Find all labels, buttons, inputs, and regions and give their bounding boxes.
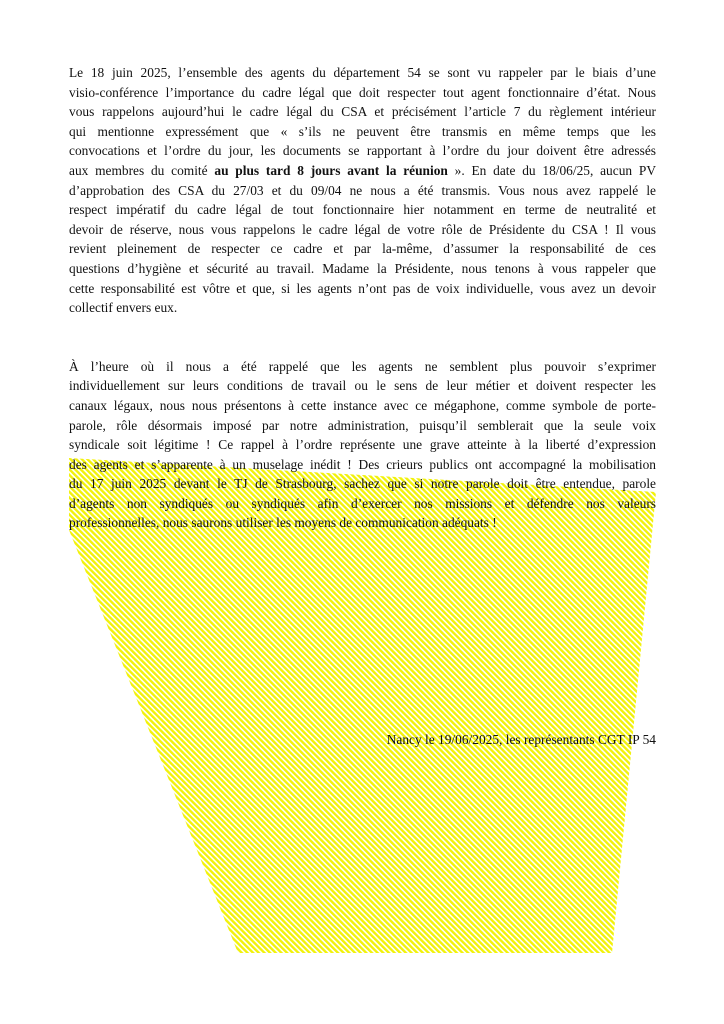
paragraph-1-line: qui mentionne expressément que « s’ils ne peuvent être transmis en même temps que les xyxy=(69,123,656,139)
paragraph-1-line-with-emphasis xyxy=(69,161,656,181)
paragraph-1-line: d’approbation des CSA du 27/03 et du 09/04 ne nous a été transmis. Vous nous avez rappelé le xyxy=(69,182,656,198)
paragraph-1-line: cette responsabilité est vôtre et que, si les agents n’ont pas de voix individuelle, vous avez un devoir xyxy=(69,280,656,296)
paragraph-2-line: d’agents non syndiqués ou syndiqués afin d’exercer nos missions et défendre nos valeurs xyxy=(69,495,656,511)
paragraph-2-line: À l’heure où il nous a été rappelé que les agents ne semblent plus pouvoir s’exprimer xyxy=(69,358,656,374)
paragraph-2-line: du 17 juin 2025 devant le TJ de Strasbourg, sachez que si notre parole doit être entendue, parole xyxy=(69,476,656,492)
paragraph-1-line: questions d’hygiène et sécurité au travail. Madame la Présidente, nous tenons à vous rappeler que xyxy=(69,260,656,276)
paragraph-1-line: revient pleinement de respecter ce cadre et par la-même, d’assumer la responsabilité de ces xyxy=(69,241,656,257)
paragraph-2-line: professionnelles, nous saurons utiliser les moyens de communication adéquats ! xyxy=(69,515,497,531)
paragraph-1-line: convocations et l’ordre du jour, les documents se rapportant à l’ordre du jour doivent être adressés xyxy=(69,143,656,159)
signature-line: Nancy le 19/06/2025, les représentants CGT IP 54 xyxy=(386,732,656,747)
paragraph-1-line: collectif envers eux. xyxy=(69,300,178,316)
paragraph-2-line: canaux légaux, nous nous présentons à cette instance avec ce mégaphone, comme symbole de porte- xyxy=(69,397,656,413)
text-before-emphasis: aux membres du comité xyxy=(69,162,215,178)
paragraph-1 xyxy=(69,63,656,318)
paragraph-1-line: Le 18 juin 2025, l’ensemble des agents du département 54 se sont vu rappeler par le biais d’une xyxy=(69,65,656,80)
paragraph-2 xyxy=(69,357,656,533)
text-after-emphasis: ». En date du 18/06/25, aucun PV xyxy=(447,162,656,178)
paragraph-2-line: individuellement sur leurs conditions de travail ou le sens de leur métier et doivent respecter les xyxy=(69,378,656,394)
emphasized-deadline: au plus tard 8 jours avant la réunion xyxy=(214,162,448,178)
paragraph-1-line: visio-conférence l’importance du cadre légal que doit respecter tout agent fonctionnaire d’état. Nous xyxy=(69,84,656,100)
letter-body xyxy=(69,63,656,533)
paragraph-2-line: syndicale soit légitime ! Ce rappel à l’ordre représente une grave atteinte à la liberté d’expression xyxy=(69,437,656,453)
paragraph-1-line: devoir de réserve, nous vous rappelons le cadre légal de votre rôle de Présidente du CSA ! Il vous xyxy=(69,221,656,237)
paragraph-1-line: respect impératif du cadre légal de tout fonctionnaire hier notamment en terme de neutralité et xyxy=(69,202,656,218)
paragraph-2-line: des agents et s’apparente à un muselage inédit ! Des crieurs publics ont accompagné la mobilisation xyxy=(69,456,656,472)
paragraph-2-line: parole, rôle désormais imposé par notre administration, puisqu’il semblerait que la seule voix xyxy=(69,417,656,433)
paragraph-1-line: vous rappelons aujourd’hui le cadre légal du CSA et précisément l’article 7 du règlement intérieur xyxy=(69,104,656,120)
